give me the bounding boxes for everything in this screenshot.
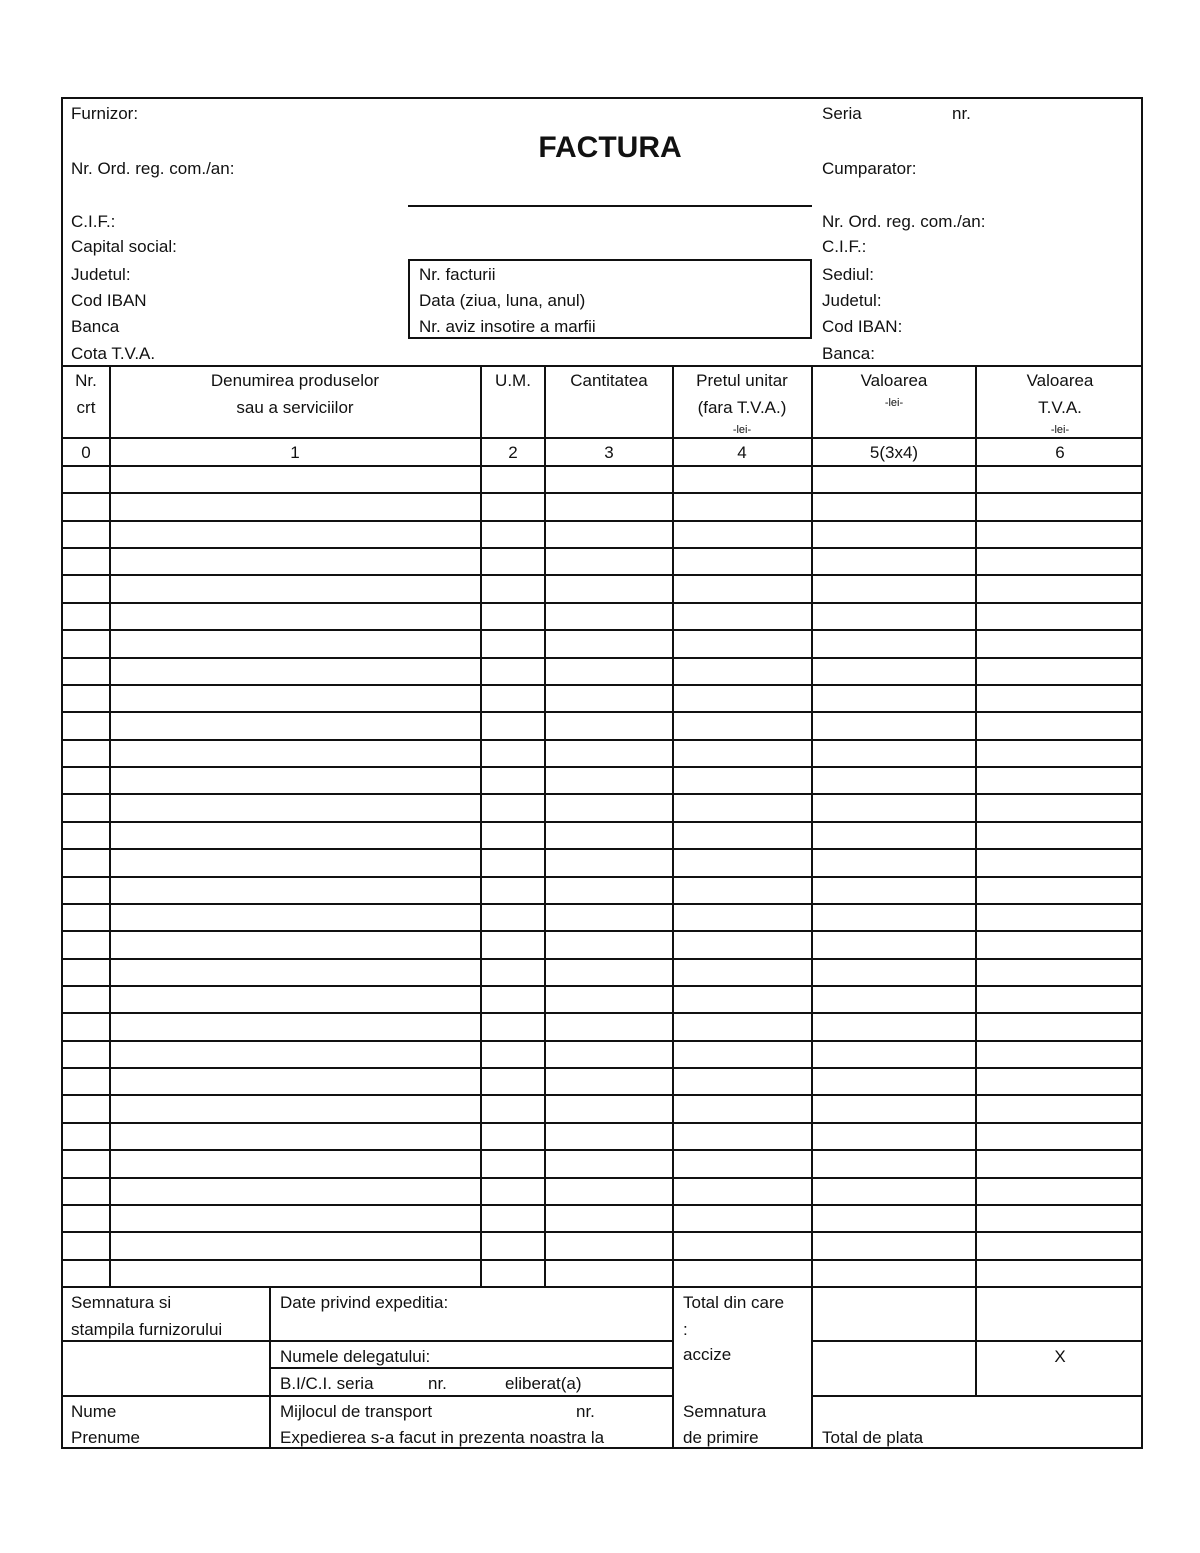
document-title: FACTURA <box>538 131 682 164</box>
series-label: Seria <box>822 104 862 123</box>
col-index-0: 0 <box>81 443 91 462</box>
invoice-aviz-label: Nr. aviz insotire a marfii <box>419 317 596 336</box>
col-vat-unit: -lei- <box>1050 424 1070 436</box>
excise-mark: X <box>1054 1347 1066 1366</box>
col-name-l2: sau a serviciilor <box>236 398 354 417</box>
col-vat-l2: T.V.A. <box>1038 398 1082 417</box>
id-nr-label: nr. <box>428 1374 447 1393</box>
footer-line-total <box>811 1340 1143 1342</box>
issued-label: eliberat(a) <box>505 1374 582 1393</box>
col-name-l1: Denumirea produselor <box>210 371 380 390</box>
table-row-line <box>63 520 1143 522</box>
table-row-line <box>63 821 1143 823</box>
col-divider-price <box>811 365 813 1449</box>
table-row-line <box>63 547 1143 549</box>
col-nr-l2: crt <box>76 398 96 417</box>
shipping-label: Date privind expeditia: <box>280 1293 449 1312</box>
buyer-reg: Nr. Ord. reg. com./an: <box>822 212 986 231</box>
supplier-reg: Nr. Ord. reg. com./an: <box>71 159 235 178</box>
supplier-vat-rate: Cota T.V.A. <box>71 344 156 363</box>
col-index-4: 4 <box>737 443 747 462</box>
index-row-bottom <box>63 465 1143 467</box>
col-price-l1: Pretul unitar <box>696 371 788 390</box>
signature-label-l2: stampila furnizorului <box>71 1320 223 1339</box>
col-qty: Cantitatea <box>570 371 648 390</box>
buyer-seat: Sediul: <box>822 265 874 284</box>
col-index-2: 2 <box>508 443 518 462</box>
col-vat-l1: Valoarea <box>1026 371 1094 390</box>
table-row-line <box>63 684 1143 686</box>
footer-line-id <box>63 1395 673 1397</box>
shipped-presence-label: Expedierea s-a facut in prezenta noastra la <box>280 1428 605 1447</box>
supplier-county: Judetul: <box>71 265 131 284</box>
footer-top-line <box>63 1286 1143 1288</box>
footer-line-shipping <box>269 1340 673 1342</box>
col-value-l1: Valoarea <box>860 371 928 390</box>
table-row-line <box>63 1012 1143 1014</box>
header-separator <box>63 365 1143 367</box>
surname-label: Prenume <box>71 1428 140 1447</box>
table-row-line <box>63 739 1143 741</box>
invoice-date-label: Data (ziua, luna, anul) <box>419 291 586 310</box>
col-index-3: 3 <box>604 443 614 462</box>
table-row-line <box>63 1149 1143 1151</box>
table-row-line <box>63 985 1143 987</box>
table-row-line <box>63 1231 1143 1233</box>
series-nr-label: nr. <box>952 104 971 123</box>
signature-label-l1: Semnatura si <box>71 1293 172 1312</box>
col-value-unit: -lei- <box>884 397 904 409</box>
column-header-bottom <box>63 437 1143 439</box>
supplier-bank: Banca <box>71 317 120 336</box>
col-divider-um <box>544 365 546 1286</box>
table-row-line <box>63 629 1143 631</box>
col-divider-name <box>480 365 482 1286</box>
table-row-line <box>63 602 1143 604</box>
table-row-line <box>63 793 1143 795</box>
col-price-unit: -lei- <box>732 424 752 436</box>
invoice-number-label: Nr. facturii <box>419 265 496 284</box>
col-divider-value <box>975 365 977 1395</box>
table-row-line <box>63 657 1143 659</box>
table-row-line <box>63 1177 1143 1179</box>
table-row-line <box>63 1204 1143 1206</box>
total-pay-label: Total de plata <box>822 1428 924 1447</box>
id-series-label: B.I/C.I. seria <box>280 1374 374 1393</box>
footer-line-delegate <box>269 1367 673 1369</box>
buyer-county: Judetul: <box>822 291 882 310</box>
transport-nr-label: nr. <box>576 1402 595 1421</box>
total-colon: : <box>683 1320 688 1339</box>
col-price-l2: (fara T.V.A.) <box>697 398 787 417</box>
col-um: U.M. <box>495 371 531 390</box>
table-row-line <box>63 1122 1143 1124</box>
table-row-line <box>63 492 1143 494</box>
table-row-line <box>63 1094 1143 1096</box>
col-index-1: 1 <box>290 443 300 462</box>
table-row-line <box>63 958 1143 960</box>
col-nr-l1: Nr. <box>75 371 97 390</box>
table-row-line <box>63 876 1143 878</box>
col-index-6: 6 <box>1055 443 1065 462</box>
title-underline <box>408 205 812 207</box>
total-label-l1: Total din care <box>683 1293 785 1312</box>
footer-line-signature <box>63 1340 269 1342</box>
receipt-label-l2: de primire <box>683 1428 759 1447</box>
buyer-bank: Banca: <box>822 344 875 363</box>
buyer-label: Cumparator: <box>822 159 917 178</box>
col-divider-nr <box>109 365 111 1286</box>
table-row-line <box>63 711 1143 713</box>
supplier-cif: C.I.F.: <box>71 212 116 231</box>
name-label: Nume <box>71 1402 117 1421</box>
buyer-cif: C.I.F.: <box>822 237 867 256</box>
table-row-line <box>63 1040 1143 1042</box>
col-divider-qty <box>672 365 674 1449</box>
table-row-line <box>63 903 1143 905</box>
invoice-form <box>61 97 1143 1449</box>
delegate-label: Numele delegatului: <box>280 1347 431 1366</box>
footer-line-excise <box>811 1395 1143 1397</box>
supplier-capital: Capital social: <box>71 237 177 256</box>
table-row-line <box>63 930 1143 932</box>
receipt-label-l1: Semnatura <box>683 1402 767 1421</box>
transport-label: Mijlocul de transport <box>280 1402 433 1421</box>
table-row-line <box>63 848 1143 850</box>
buyer-iban: Cod IBAN: <box>822 317 903 336</box>
supplier-label: Furnizor: <box>71 104 139 123</box>
table-row-line <box>63 766 1143 768</box>
col-index-5: 5(3x4) <box>869 443 919 462</box>
table-row-line <box>63 1259 1143 1261</box>
supplier-iban: Cod IBAN <box>71 291 147 310</box>
table-row-line <box>63 1067 1143 1069</box>
table-row-line <box>63 574 1143 576</box>
excise-label: accize <box>683 1345 732 1364</box>
